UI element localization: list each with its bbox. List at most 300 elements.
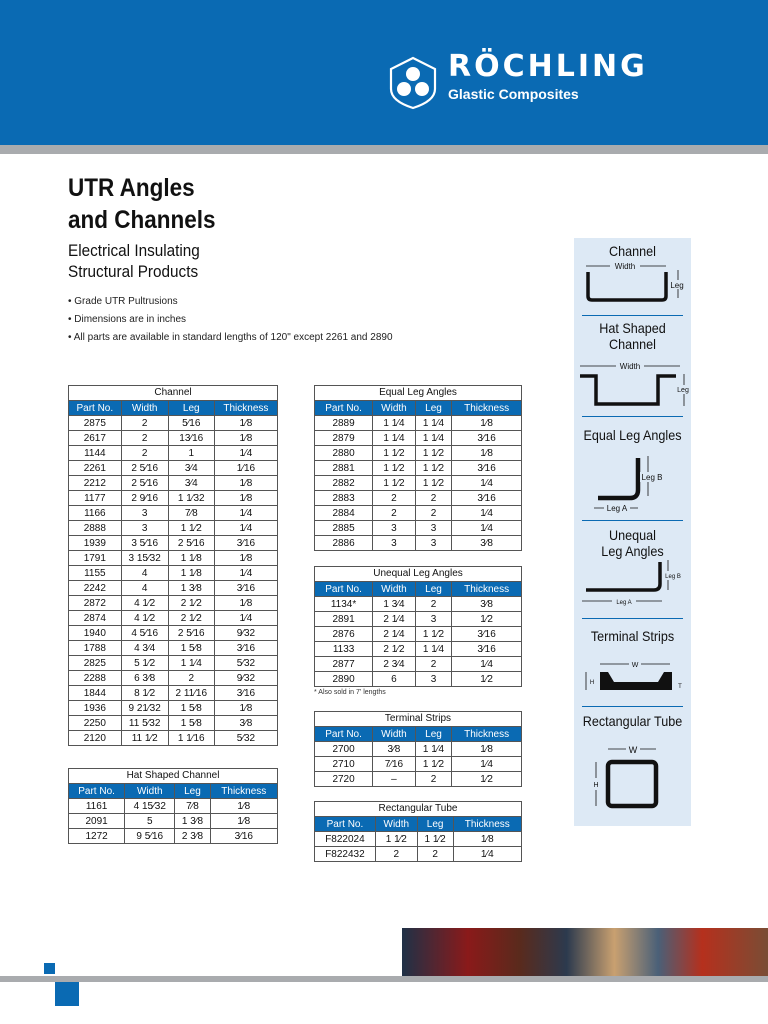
table-row: [69, 446, 278, 461]
table-cell: 2885: [315, 521, 373, 536]
table-cell: 1133: [315, 642, 373, 657]
table-cell: 2: [121, 416, 168, 431]
table-cell: 5 1⁄2: [121, 656, 168, 671]
table-cell: 1 5⁄8: [168, 716, 214, 731]
table-cell: 2889: [315, 416, 373, 431]
table-cell: 3⁄4: [168, 476, 214, 491]
channel-table: [68, 385, 278, 746]
table-cell: 5⁄32: [214, 656, 277, 671]
table-cell: 6: [373, 672, 416, 687]
column-header: Width: [125, 784, 175, 799]
table-cell: 2875: [69, 416, 122, 431]
table-cell: 1788: [69, 641, 122, 656]
table-cell: 2: [373, 506, 416, 521]
bullet-item: • Grade UTR Pultrusions: [68, 293, 393, 311]
table-cell: 2710: [315, 757, 373, 772]
table-cell: 1936: [69, 701, 122, 716]
table-cell: 2: [375, 847, 417, 862]
table-cell: 2261: [69, 461, 122, 476]
sidebar-divider: [582, 706, 683, 707]
table-row: [69, 829, 278, 844]
equal-leg-table: [314, 385, 522, 551]
table-cell: 1⁄8: [452, 742, 522, 757]
table-cell: 1 1⁄8: [168, 551, 214, 566]
table-cell: 1 1⁄16: [168, 731, 214, 746]
unequal-legb-label: Leg B: [665, 574, 681, 580]
table-row: [69, 701, 278, 716]
sidebar-hat-title-2: Channel: [609, 336, 656, 352]
table-header-row: [69, 784, 278, 799]
table-cell: 1939: [69, 536, 122, 551]
sidebar-equal-title: Equal Leg Angles: [583, 427, 682, 443]
table-cell: 1⁄8: [214, 551, 277, 566]
column-header: Width: [373, 401, 416, 416]
table-cell: 2884: [315, 506, 373, 521]
table-cell: 1 1⁄2: [375, 832, 417, 847]
table-cell: 3⁄16: [452, 461, 522, 476]
table-cell: 1 5⁄8: [168, 641, 214, 656]
table-row: [69, 626, 278, 641]
column-header: Leg: [168, 401, 214, 416]
table-cell: 2: [415, 772, 451, 787]
table-cell: 1⁄8: [210, 814, 277, 829]
table-cell: 1166: [69, 506, 122, 521]
table-title: Equal Leg Angles: [314, 385, 522, 400]
table-row: [315, 461, 522, 476]
table-cell: 1⁄4: [452, 476, 522, 491]
column-header: Leg: [175, 784, 210, 799]
table-cell: 3⁄16: [214, 641, 277, 656]
table-cell: 1⁄4: [452, 521, 522, 536]
table-row: [315, 772, 522, 787]
table-row: [315, 431, 522, 446]
table-cell: –: [373, 772, 416, 787]
table-header-row: [69, 401, 278, 416]
table-cell: 2886: [315, 536, 373, 551]
table-row: [315, 832, 522, 847]
table-row: [69, 521, 278, 536]
table-cell: 3: [121, 506, 168, 521]
table-row: [315, 416, 522, 431]
column-header: Width: [375, 817, 417, 832]
table-cell: 2874: [69, 611, 122, 626]
sidebar-hat-title-1: Hat Shaped: [599, 320, 666, 336]
table-cell: 3⁄8: [214, 716, 277, 731]
table-cell: 3⁄16: [452, 491, 522, 506]
table-cell: 2825: [69, 656, 122, 671]
table-header-row: [315, 582, 522, 597]
table-title: Rectangular Tube: [314, 801, 522, 816]
table-cell: 2: [121, 431, 168, 446]
table-cell: 1 1⁄2: [373, 446, 416, 461]
table-cell: 7⁄8: [175, 799, 210, 814]
unequal-lega-label: Leg A: [616, 600, 632, 606]
table-cell: 1⁄8: [214, 416, 277, 431]
hat-channel-table: [68, 768, 278, 844]
table-cell: 1272: [69, 829, 125, 844]
table-cell: 1⁄4: [453, 847, 522, 862]
column-header: Thickness: [452, 582, 522, 597]
table-cell: 1 3⁄4: [373, 597, 416, 612]
table-title: Channel: [68, 385, 278, 400]
table-cell: 2120: [69, 731, 122, 746]
table-cell: 2 3⁄8: [175, 829, 210, 844]
table-cell: 1⁄4: [214, 506, 277, 521]
table-cell: 4 1⁄2: [121, 596, 168, 611]
terminal-t-label: T: [678, 684, 682, 690]
table-cell: 4: [121, 566, 168, 581]
table-cell: 2 11⁄16: [168, 686, 214, 701]
table-cell: 1⁄4: [214, 611, 277, 626]
table-cell: 1⁄16: [214, 461, 277, 476]
terminal-strip-profile-icon: [574, 652, 691, 702]
table-cell: 2250: [69, 716, 122, 731]
table-cell: 2888: [69, 521, 122, 536]
table-row: [315, 657, 522, 672]
table-cell: 2 1⁄2: [168, 596, 214, 611]
table-cell: 2882: [315, 476, 373, 491]
table-title: Terminal Strips: [314, 711, 522, 726]
table-cell: 1 1⁄4: [373, 416, 416, 431]
table-cell: 7⁄8: [168, 506, 214, 521]
table-cell: F822432: [315, 847, 376, 862]
table-header-row: [315, 401, 522, 416]
table-cell: 1⁄8: [452, 416, 522, 431]
table-cell: 1⁄4: [452, 506, 522, 521]
sidebar-divider: [582, 520, 683, 521]
table-cell: 3⁄16: [214, 686, 277, 701]
table-row: [315, 536, 522, 551]
unequal-leg-table: [314, 566, 522, 687]
table-cell: 1 1⁄2: [168, 521, 214, 536]
table-row: [69, 596, 278, 611]
table-cell: 3 15⁄32: [121, 551, 168, 566]
table-cell: 3⁄16: [452, 431, 522, 446]
table-row: [69, 416, 278, 431]
table-cell: 3⁄16: [214, 581, 277, 596]
table-cell: 2877: [315, 657, 373, 672]
table-cell: 3: [415, 672, 451, 687]
column-header: Leg: [417, 817, 453, 832]
header-stripe: [0, 145, 768, 154]
table-row: [69, 461, 278, 476]
table-cell: 1 1⁄8: [168, 566, 214, 581]
table-row: [315, 597, 522, 612]
sidebar-channel-title: Channel: [609, 243, 656, 259]
table-cell: 2617: [69, 431, 122, 446]
column-header: Part No.: [69, 401, 122, 416]
table-cell: 2890: [315, 672, 373, 687]
table-row: [69, 731, 278, 746]
table-cell: 3⁄16: [452, 642, 522, 657]
table-cell: 1177: [69, 491, 122, 506]
table-cell: 1⁄4: [214, 521, 277, 536]
table-row: [69, 431, 278, 446]
brand-name: RÖCHLING: [448, 49, 648, 84]
column-header: Part No.: [315, 401, 373, 416]
table-cell: 1 1⁄4: [415, 742, 451, 757]
table-row: [69, 566, 278, 581]
table-cell: 1161: [69, 799, 125, 814]
table-cell: 2700: [315, 742, 373, 757]
bullet-item: • Dimensions are in inches: [68, 311, 393, 329]
sidebar-divider: [582, 315, 683, 316]
bullet-item: • All parts are available in standard lengths of 120" except 2261 and 2890: [68, 329, 393, 347]
header-band: [0, 0, 768, 145]
sidebar-divider: [582, 416, 683, 417]
table-cell: 2881: [315, 461, 373, 476]
table-cell: 1⁄4: [214, 446, 277, 461]
table-cell: 1134*: [315, 597, 373, 612]
table-row: [315, 476, 522, 491]
hat-width-label: Width: [619, 362, 641, 371]
tube-h-label: H: [593, 782, 599, 789]
table-row: [315, 757, 522, 772]
table-cell: F822024: [315, 832, 376, 847]
table-row: [315, 521, 522, 536]
hat-channel-profile-icon: [574, 358, 691, 412]
table-cell: 2891: [315, 612, 373, 627]
equal-leg-profile-icon: [574, 450, 691, 520]
table-cell: 3⁄8: [452, 536, 522, 551]
table-cell: 2: [121, 446, 168, 461]
table-cell: 2 1⁄2: [168, 611, 214, 626]
column-header: Thickness: [452, 727, 522, 742]
table-cell: 9 5⁄16: [125, 829, 175, 844]
table-cell: 2 5⁄16: [121, 461, 168, 476]
column-header: Width: [373, 727, 416, 742]
product-photo: [402, 928, 768, 976]
table-cell: 5⁄16: [168, 416, 214, 431]
table-cell: 1⁄4: [452, 757, 522, 772]
table-cell: 1⁄8: [214, 596, 277, 611]
table-cell: 3: [373, 536, 416, 551]
table-cell: 2883: [315, 491, 373, 506]
subtitle-line-2: Structural Products: [68, 262, 199, 281]
table-cell: 4 1⁄2: [121, 611, 168, 626]
table-cell: 1⁄2: [452, 612, 522, 627]
equal-lega-label: Leg A: [606, 504, 628, 513]
table-cell: 1⁄8: [214, 491, 277, 506]
table-cell: 1⁄8: [214, 476, 277, 491]
channel-leg-label: Leg: [670, 281, 684, 290]
table-cell: 1 1⁄2: [415, 757, 451, 772]
table-cell: 1 3⁄8: [175, 814, 210, 829]
title-line-2: and Channels: [68, 206, 216, 234]
table-cell: 4 15⁄32: [125, 799, 175, 814]
channel-width-label: Width: [614, 262, 636, 271]
column-header: Part No.: [315, 582, 373, 597]
unequal-leg-profile-icon: [574, 558, 691, 614]
table-row: [69, 536, 278, 551]
table-cell: 2: [415, 506, 451, 521]
table-cell: 1791: [69, 551, 122, 566]
table-row: [315, 491, 522, 506]
table-cell: 2 5⁄16: [168, 536, 214, 551]
table-cell: 3 5⁄16: [121, 536, 168, 551]
table-cell: 11 1⁄2: [121, 731, 168, 746]
table-cell: 4: [121, 581, 168, 596]
table-cell: 1 1⁄4: [415, 642, 451, 657]
page-subtitle: [68, 240, 200, 282]
table-cell: 2091: [69, 814, 125, 829]
rectangular-tube-profile-icon: [574, 738, 691, 816]
table-cell: 3⁄16: [210, 829, 277, 844]
table-cell: 2880: [315, 446, 373, 461]
table-cell: 8 1⁄2: [121, 686, 168, 701]
table-header-row: [315, 727, 522, 742]
table-cell: 1⁄8: [214, 701, 277, 716]
table-row: [315, 642, 522, 657]
column-header: Leg: [415, 582, 451, 597]
table-cell: 5⁄32: [214, 731, 277, 746]
table-cell: 3: [415, 536, 451, 551]
table-row: [315, 506, 522, 521]
table-cell: 2879: [315, 431, 373, 446]
table-cell: 2 5⁄16: [168, 626, 214, 641]
table-cell: 3⁄16: [452, 627, 522, 642]
table-cell: 1⁄8: [452, 446, 522, 461]
table-row: [69, 581, 278, 596]
channel-profile-icon: [574, 260, 691, 306]
sidebar-unequal-title-2: Leg Angles: [601, 543, 664, 559]
table-cell: 3: [415, 612, 451, 627]
table-cell: 2: [417, 847, 453, 862]
column-header: Width: [121, 401, 168, 416]
table-row: [69, 686, 278, 701]
rochling-logo-icon: [388, 55, 438, 110]
table-row: [69, 799, 278, 814]
table-cell: 2 5⁄16: [121, 476, 168, 491]
sidebar-divider: [582, 618, 683, 619]
column-header: Thickness: [453, 817, 522, 832]
table-row: [69, 491, 278, 506]
table-cell: 2: [415, 491, 451, 506]
table-cell: 3: [121, 521, 168, 536]
page-title: [68, 172, 216, 236]
brand-subtitle: Glastic Composites: [448, 86, 579, 102]
table-title: Hat Shaped Channel: [68, 768, 278, 783]
table-cell: 2212: [69, 476, 122, 491]
terminal-strips-table: [314, 711, 522, 787]
table-cell: 1155: [69, 566, 122, 581]
table-cell: 9 21⁄32: [121, 701, 168, 716]
table-cell: 1: [168, 446, 214, 461]
column-header: Part No.: [315, 727, 373, 742]
table-cell: 4 5⁄16: [121, 626, 168, 641]
table-row: [69, 814, 278, 829]
table-cell: 2: [415, 657, 451, 672]
table-cell: 1 1⁄2: [415, 461, 451, 476]
table-cell: 1 3⁄8: [168, 581, 214, 596]
table-cell: 11 5⁄32: [121, 716, 168, 731]
table-row: [315, 672, 522, 687]
table-cell: 4 3⁄4: [121, 641, 168, 656]
table-row: [69, 551, 278, 566]
table-row: [69, 671, 278, 686]
terminal-w-label: W: [631, 662, 639, 669]
table-cell: 1 1⁄2: [417, 832, 453, 847]
table-cell: 1 1⁄4: [415, 416, 451, 431]
table-cell: 1 1⁄4: [168, 656, 214, 671]
table-row: [69, 656, 278, 671]
table-cell: 5: [125, 814, 175, 829]
table-cell: 1⁄8: [453, 832, 522, 847]
terminal-h-label: H: [589, 680, 595, 686]
table-cell: 3: [415, 521, 451, 536]
table-cell: 3⁄8: [373, 742, 416, 757]
table-row: [69, 506, 278, 521]
table-cell: 9⁄32: [214, 626, 277, 641]
table-row: [315, 446, 522, 461]
table-cell: 9⁄32: [214, 671, 277, 686]
column-header: Thickness: [214, 401, 277, 416]
table-cell: 2872: [69, 596, 122, 611]
table-cell: 2288: [69, 671, 122, 686]
table-cell: 3: [373, 521, 416, 536]
table-header-row: [315, 817, 522, 832]
footer-square-large: [55, 982, 79, 1006]
table-cell: 1 1⁄4: [415, 431, 451, 446]
column-header: Leg: [415, 727, 451, 742]
subtitle-line-1: Electrical Insulating: [68, 241, 200, 260]
table-cell: 6 3⁄8: [121, 671, 168, 686]
table-cell: 3⁄4: [168, 461, 214, 476]
table-row: [69, 716, 278, 731]
table-cell: 1⁄2: [452, 772, 522, 787]
table-row: [69, 641, 278, 656]
table-cell: 1 1⁄2: [373, 476, 416, 491]
table-cell: 7⁄16: [373, 757, 416, 772]
column-header: Leg: [415, 401, 451, 416]
table-row: [315, 612, 522, 627]
table-cell: 2 3⁄4: [373, 657, 416, 672]
table-cell: 2876: [315, 627, 373, 642]
sidebar-tube-title: Rectangular Tube: [582, 713, 683, 729]
table-cell: 1 1⁄32: [168, 491, 214, 506]
table-cell: 2242: [69, 581, 122, 596]
column-header: Thickness: [210, 784, 277, 799]
column-header: Thickness: [452, 401, 522, 416]
table-cell: 1⁄2: [452, 672, 522, 687]
unequal-footnote: * Also sold in 7' lengths: [314, 689, 386, 696]
table-row: [69, 476, 278, 491]
table-cell: 13⁄16: [168, 431, 214, 446]
table-cell: 2 1⁄2: [373, 642, 416, 657]
footer-square-small: [44, 963, 55, 974]
table-cell: 2: [373, 491, 416, 506]
profile-sidebar: [574, 238, 691, 826]
table-cell: 1 1⁄2: [415, 446, 451, 461]
column-header: Width: [373, 582, 416, 597]
equal-legb-label: Leg B: [641, 473, 663, 482]
table-title: Unequal Leg Angles: [314, 566, 522, 581]
footer-stripe: [0, 976, 768, 982]
table-cell: 1⁄4: [452, 657, 522, 672]
table-row: [315, 627, 522, 642]
title-line-1: UTR Angles: [68, 174, 195, 202]
tube-w-label: W: [628, 745, 638, 755]
table-row: [315, 847, 522, 862]
table-cell: 1⁄8: [210, 799, 277, 814]
table-cell: 1 5⁄8: [168, 701, 214, 716]
bullet-list: [68, 293, 393, 347]
table-cell: 1 1⁄2: [415, 476, 451, 491]
table-cell: 1 1⁄2: [373, 461, 416, 476]
table-cell: 1 1⁄4: [373, 431, 416, 446]
table-row: [315, 742, 522, 757]
table-cell: 3⁄8: [452, 597, 522, 612]
